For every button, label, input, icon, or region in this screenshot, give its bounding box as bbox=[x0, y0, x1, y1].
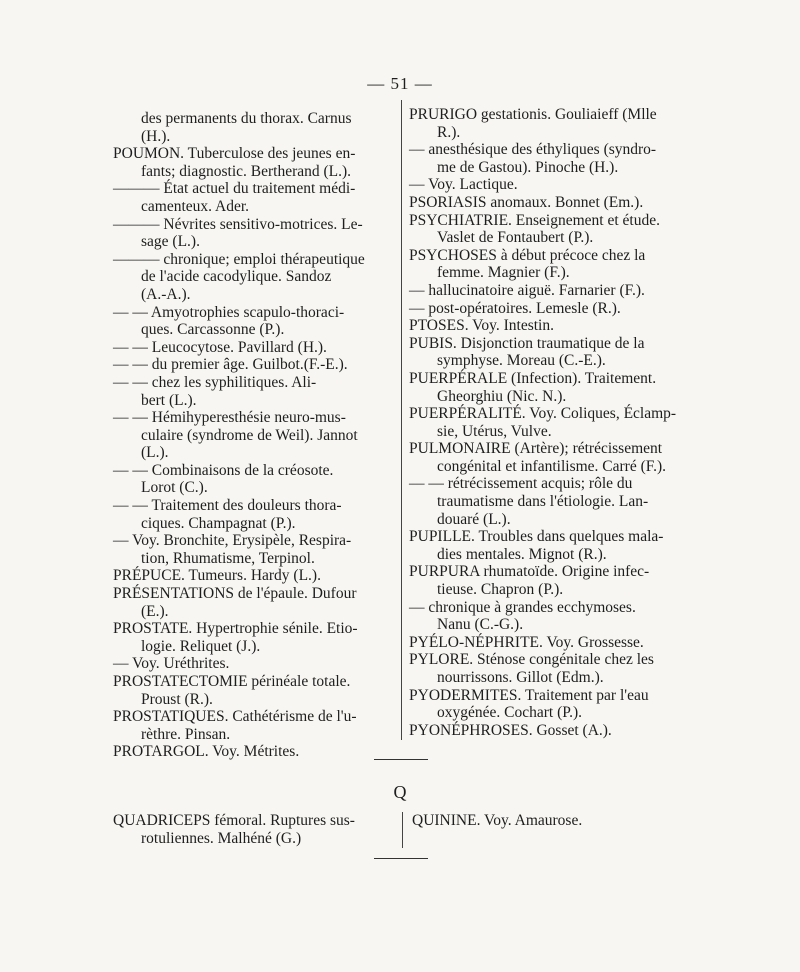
index-entry bbox=[113, 110, 395, 145]
index-entry bbox=[113, 356, 395, 374]
index-entry-continuation: Proust (R.). bbox=[141, 690, 213, 708]
index-entry bbox=[409, 176, 691, 194]
index-entry-line: — — du premier âge. Guilbot.(F.-E.). bbox=[113, 356, 348, 374]
index-entry bbox=[409, 317, 691, 335]
index-entry-continuation: fants; diagnostic. Bertherand (L.). bbox=[141, 162, 352, 180]
index-entry-continuation: logie. Reliquet (J.). bbox=[141, 637, 261, 655]
index-entry-continuation: camenteux. Ader. bbox=[141, 197, 250, 215]
index-entry-continuation: Nanu (C.-G.). bbox=[437, 616, 524, 634]
index-entry-line: PROTARGOL. Voy. Métrites. bbox=[113, 743, 300, 761]
index-entry-continuation: ques. Carcassonne (P.). bbox=[141, 321, 285, 339]
index-entry-continuation: nourrissons. Gillot (Edm.). bbox=[437, 669, 604, 686]
index-entry-line: — post-opératoires. Lemesle (R.). bbox=[409, 299, 621, 317]
index-entry bbox=[412, 812, 694, 830]
index-entry-line: PRÉPUCE. Tumeurs. Hardy (L.). bbox=[113, 567, 321, 585]
index-entry-continuation: sie, Utérus, Vulve. bbox=[437, 422, 552, 440]
index-entry bbox=[113, 620, 395, 655]
index-entry bbox=[113, 585, 395, 620]
index-entry bbox=[113, 216, 395, 251]
index-entry bbox=[113, 409, 395, 462]
index-entry-continuation: traumatisme dans l'étiologie. Lan- bbox=[437, 493, 649, 511]
index-entry bbox=[409, 651, 691, 686]
index-entry bbox=[409, 300, 691, 318]
index-entry-line: — — rétrécissement acquis; rôle du bbox=[409, 475, 633, 493]
index-entry-line: POUMON. Tuberculose des jeunes en- bbox=[113, 145, 356, 163]
index-entry-continuation: Gheorghiu (Nic. N.). bbox=[437, 387, 567, 405]
index-entry-line: — — Traitement des douleurs thora- bbox=[113, 497, 342, 515]
index-entry bbox=[409, 247, 691, 282]
index-entry-continuation: rotuliennes. Malhéné (G.) bbox=[141, 829, 302, 847]
index-entry-continuation: bert (L.). bbox=[141, 391, 197, 409]
index-entry-line: PTOSES. Voy. Intestin. bbox=[409, 317, 554, 335]
index-entry-line: PURPURA rhumatoïde. Origine infec- bbox=[409, 563, 650, 581]
index-entry bbox=[409, 194, 691, 212]
index-entry-line: PROSTATECTOMIE périnéale totale. bbox=[113, 673, 351, 690]
index-entry-line: — — Leucocytose. Pavillard (H.). bbox=[113, 338, 327, 356]
index-entry bbox=[409, 282, 691, 300]
index-entry-continuation: dies mentales. Mignot (R.). bbox=[437, 545, 607, 563]
index-entry bbox=[113, 145, 395, 180]
index-entry-line: PROSTATIQUES. Cathétérisme de l'u- bbox=[113, 708, 357, 726]
index-entry-line: PYÉLO-NÉPHRITE. Voy. Grossesse. bbox=[409, 633, 644, 651]
index-entry bbox=[113, 304, 395, 339]
index-entry-line: PSYCHIATRIE. Enseignement et étude. bbox=[409, 211, 660, 229]
index-entry-line: QUININE. Voy. Amaurose. bbox=[412, 812, 583, 829]
index-entry-line: PSYCHOSES à début précoce chez la bbox=[409, 246, 646, 264]
index-entry-line: PSORIASIS anomaux. Bonnet (Em.). bbox=[409, 193, 644, 211]
index-entry-line: PUERPÉRALE (Infection). Traitement. bbox=[409, 369, 657, 387]
index-entry-continuation: (E.). bbox=[141, 602, 169, 620]
index-entry bbox=[113, 743, 395, 761]
right-index-column bbox=[409, 106, 691, 739]
index-entry-line: — — Hémihyperesthésie neuro-mus- bbox=[113, 409, 346, 427]
index-entry-line: PULMONAIRE (Artère); rétrécissement bbox=[409, 440, 663, 458]
index-entry-line: PRÉSENTATIONS de l'épaule. Dufour bbox=[113, 585, 357, 603]
index-entry bbox=[409, 528, 691, 563]
page-number: — 51 — bbox=[367, 74, 433, 93]
index-entry-line: — anesthésique des éthyliques (syndro- bbox=[409, 141, 657, 159]
index-entry-line: PYONÉPHROSES. Gosset (A.). bbox=[409, 721, 612, 739]
index-entry-continuation: rèthre. Pinsan. bbox=[141, 725, 231, 743]
index-entry bbox=[409, 141, 691, 176]
index-entry bbox=[113, 655, 395, 673]
index-entry bbox=[113, 497, 395, 532]
index-entry bbox=[409, 370, 691, 405]
index-entry-continuation: culaire (syndrome de Weil). Jannot bbox=[141, 426, 358, 444]
column-divider bbox=[401, 100, 402, 740]
index-entry-line: ——— Névrites sensitivo-motrices. Le- bbox=[113, 215, 363, 233]
index-entry bbox=[113, 673, 395, 708]
section-letter: Q bbox=[393, 782, 407, 802]
index-entry-continuation: tieuse. Chapron (P.). bbox=[437, 581, 564, 599]
index-entry bbox=[409, 634, 691, 652]
index-entry bbox=[409, 563, 691, 598]
index-entry-continuation: Lorot (C.). bbox=[141, 479, 208, 497]
index-entry-line: PUBIS. Disjonction traumatique de la bbox=[409, 334, 645, 352]
index-entry bbox=[409, 599, 691, 634]
index-entry bbox=[113, 339, 395, 357]
index-entry-line: PUERPÉRALITÉ. Voy. Coliques, Éclamp- bbox=[409, 405, 677, 423]
index-entry-continuation: tion, Rhumatisme, Terpinol. bbox=[141, 549, 315, 567]
index-entry bbox=[113, 180, 395, 215]
index-entry-line: — — chez les syphilitiques. Ali- bbox=[113, 373, 317, 391]
index-entry bbox=[409, 475, 691, 528]
index-entry-line: PYLORE. Sténose congénitale chez les bbox=[409, 651, 654, 669]
index-entry bbox=[113, 567, 395, 585]
index-entry-continuation: congénital et infantilisme. Carré (F.). bbox=[437, 457, 667, 475]
index-entry-continuation: me de Gastou). Pinoche (H.). bbox=[437, 158, 619, 176]
index-entry bbox=[409, 722, 691, 740]
q-column-divider bbox=[402, 812, 403, 848]
index-entry-continuation: femme. Magnier (F.). bbox=[437, 264, 570, 282]
index-entry bbox=[113, 374, 395, 409]
left-index-column bbox=[113, 110, 395, 761]
index-entry-line: PUPILLE. Troubles dans quelques mala- bbox=[409, 528, 664, 546]
index-entry-continuation: sage (L.). bbox=[141, 233, 200, 251]
index-entry bbox=[409, 106, 691, 141]
index-entry-line: — Voy. Uréthrites. bbox=[113, 655, 230, 673]
index-entry-continuation: douaré (L.). bbox=[437, 510, 511, 528]
index-entry-continuation: de l'acide cacodylique. Sandoz bbox=[141, 268, 332, 286]
index-entry-line: — — Combinaisons de la créosote. bbox=[113, 461, 334, 479]
index-entry bbox=[113, 532, 395, 567]
index-entry-continuation: (H.). bbox=[141, 127, 171, 145]
index-entry bbox=[409, 440, 691, 475]
index-entry-line: PRURIGO gestationis. Gouliaieff (Mlle bbox=[409, 106, 657, 123]
index-entry bbox=[113, 251, 395, 304]
index-entry-line: — — Amyotrophies scapulo-thoraci- bbox=[113, 303, 345, 321]
index-entry-continuation: symphyse. Moreau (C.-E.). bbox=[437, 352, 606, 370]
index-entry-continuation: (A.-A.). bbox=[141, 285, 191, 303]
index-entry bbox=[409, 687, 691, 722]
q-left-column bbox=[113, 812, 395, 847]
index-entry bbox=[409, 212, 691, 247]
index-entry-line: PROSTATE. Hypertrophie sénile. Etio- bbox=[113, 620, 358, 638]
index-entry-continuation: Vaslet de Fontaubert (P.). bbox=[437, 229, 594, 247]
index-entry bbox=[113, 812, 395, 847]
index-entry bbox=[409, 335, 691, 370]
section-rule-bottom bbox=[374, 858, 428, 859]
index-entry bbox=[113, 708, 395, 743]
index-entry-continuation: (L.). bbox=[141, 444, 169, 462]
index-entry-line: QUADRICEPS fémoral. Ruptures sus- bbox=[113, 812, 355, 829]
index-entry-line: — Voy. Bronchite, Erysipèle, Respira- bbox=[113, 532, 352, 550]
index-entry-line: — Voy. Lactique. bbox=[409, 176, 518, 194]
q-right-column bbox=[412, 812, 694, 830]
index-entry-continuation: oxygénée. Cochart (P.). bbox=[437, 704, 583, 722]
index-entry-line: ——— État actuel du traitement médi- bbox=[113, 180, 356, 198]
index-entry-line: — chronique à grandes ecchymoses. bbox=[409, 598, 636, 616]
index-entry-line: des permanents du thorax. Carnus bbox=[141, 110, 352, 127]
index-entry bbox=[113, 462, 395, 497]
index-entry-line: — hallucinatoire aiguë. Farnarier (F.). bbox=[409, 281, 645, 299]
section-rule-top bbox=[374, 759, 428, 760]
index-entry-continuation: R.). bbox=[437, 123, 461, 141]
index-entry-continuation: ciques. Champagnat (P.). bbox=[141, 514, 296, 532]
index-entry-line: PYODERMITES. Traitement par l'eau bbox=[409, 686, 649, 704]
index-entry bbox=[409, 405, 691, 440]
index-entry-line: ——— chronique; emploi thérapeutique bbox=[113, 250, 365, 268]
